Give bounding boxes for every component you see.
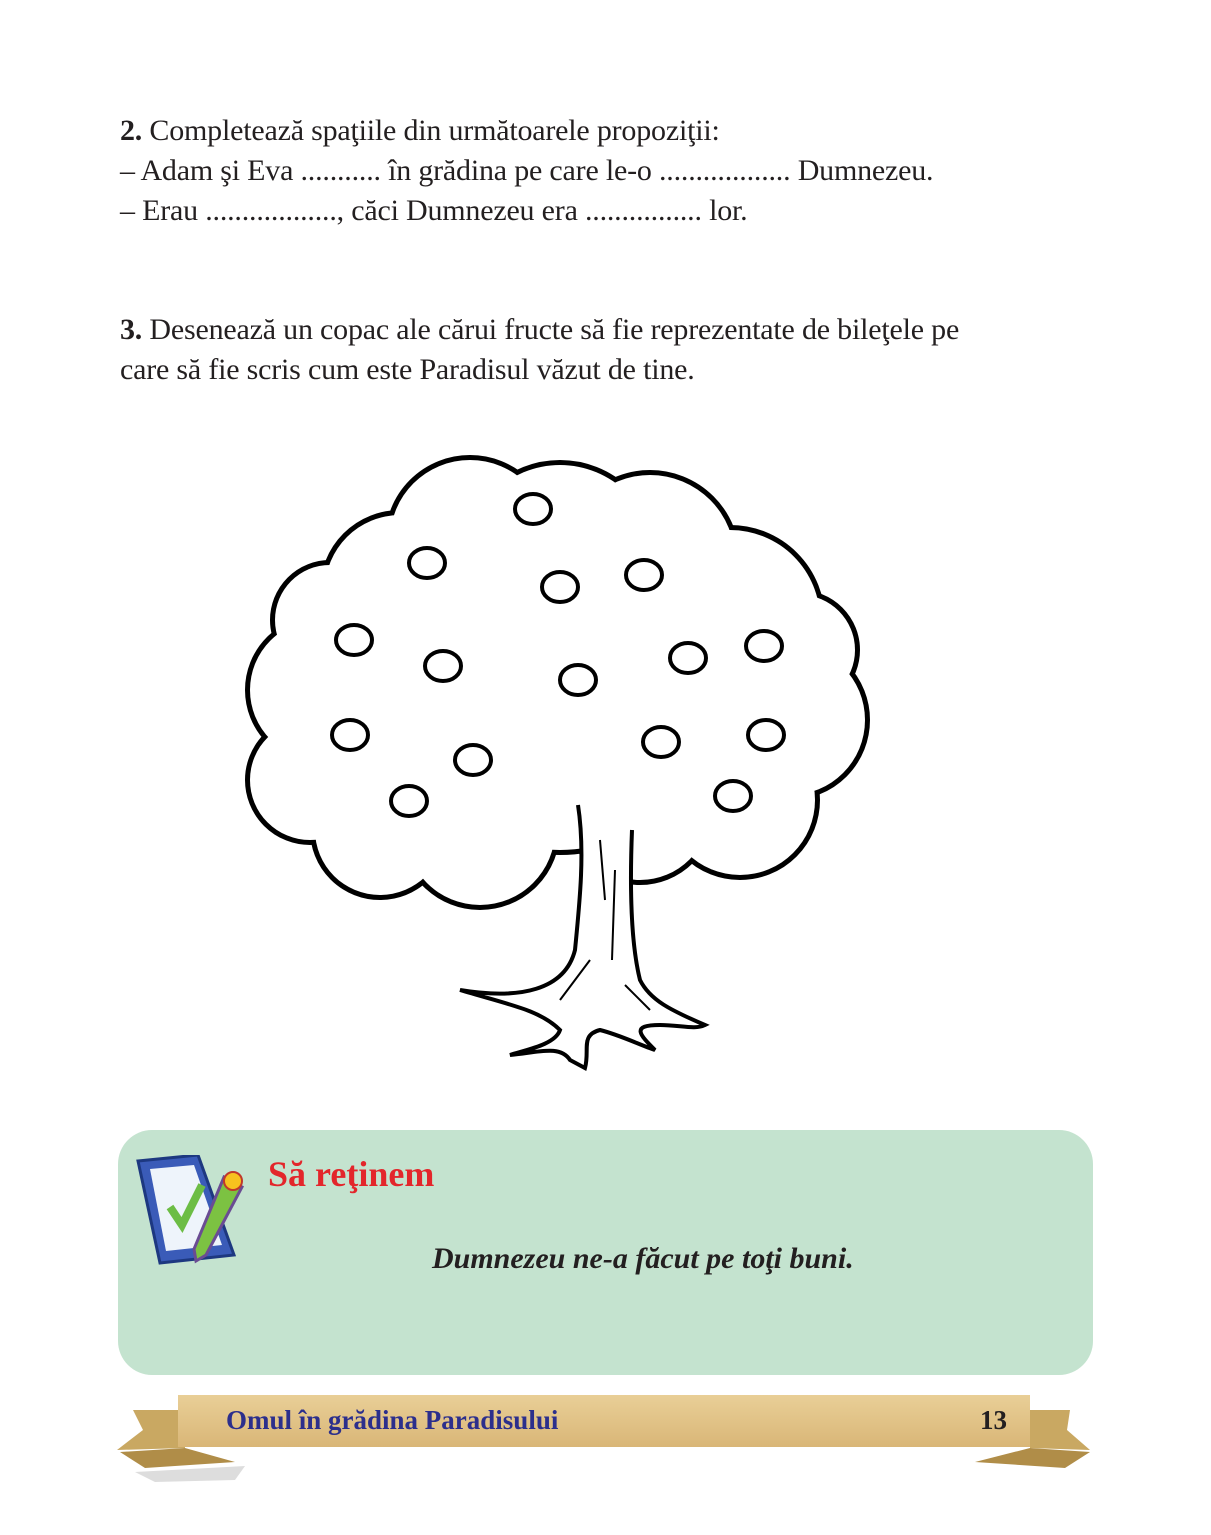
exercise-2-sentence-2: – Erau .................., căci Dumnezeu era ................ lor. [120,194,748,227]
exercise-2-prompt: 2. Completează spaţiile din următoarele propoziţii: [120,114,720,147]
exercise-3-line-2: care să fie scris cum este Paradisul văzut de tine. [120,353,695,386]
exercise-2-sentence-1: – Adam şi Eva ........... în grădina pe care le-o .................. Dumnezeu. [120,154,934,187]
remember-text: Dumnezeu ne-a făcut pe toţi buni. [432,1242,854,1275]
exercise-3-line-1: 3. Desenează un copac ale cărui fructe să fie reprezentate de bileţele pe [120,313,960,346]
chapter-title: Omul în grădina Paradisului [226,1405,559,1435]
page-number: 13 [980,1405,1007,1435]
checklist-pencil-icon [136,1155,248,1270]
remember-title: Să reţinem [268,1154,435,1194]
